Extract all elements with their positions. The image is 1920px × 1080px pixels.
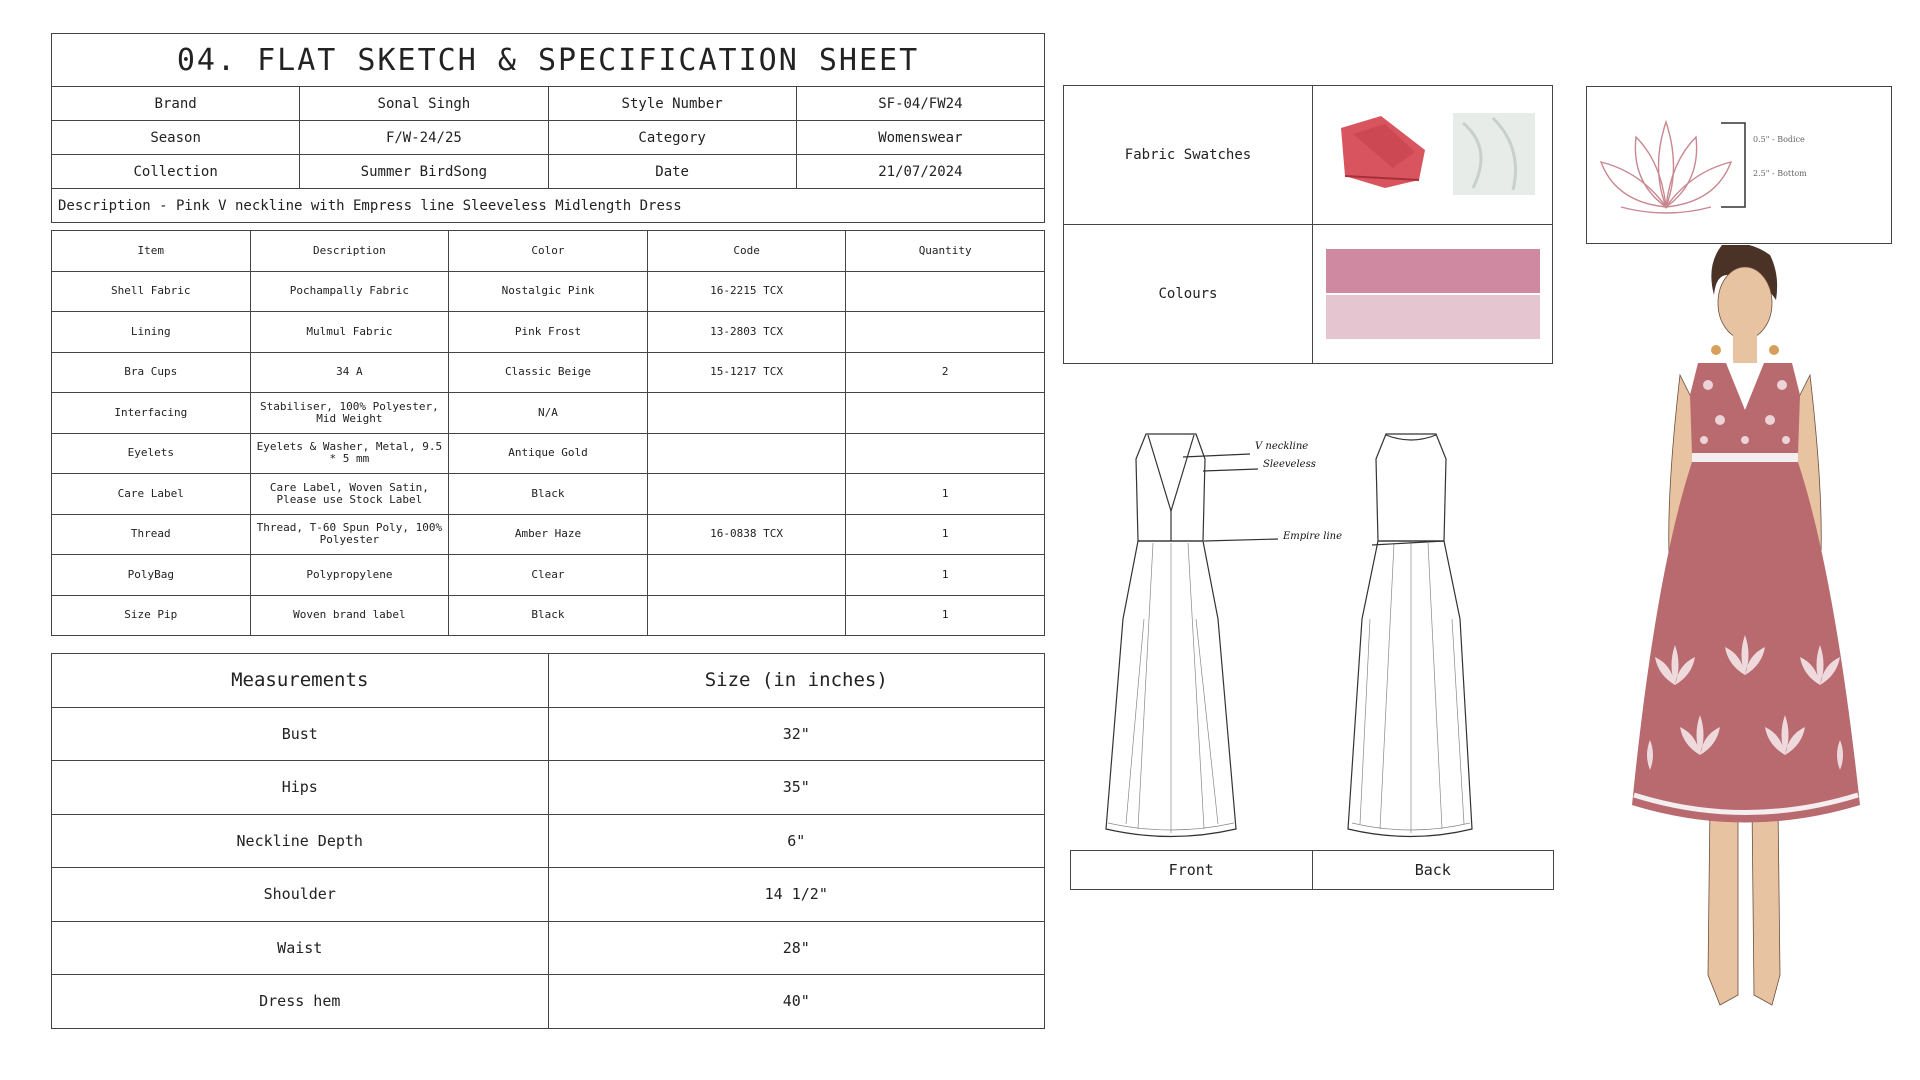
bodice-print-dot [1703, 380, 1713, 390]
table-row [52, 595, 1045, 636]
table-cell: Classic Beige [449, 352, 648, 393]
table-cell [647, 474, 846, 515]
table-row [52, 271, 1045, 312]
bodice-print-dot [1700, 436, 1708, 444]
table-cell: Antique Gold [449, 433, 648, 474]
table-cell: Lining [52, 312, 251, 353]
fashion-illustration [1630, 245, 1890, 1010]
measurements-table [51, 653, 1045, 1029]
lotus-left-petal [1635, 137, 1666, 207]
table-cell [647, 555, 846, 596]
header-info-table [51, 86, 1045, 223]
season-value: F/W-24/25 [300, 121, 548, 155]
table-cell [846, 433, 1045, 474]
measurement-value: 28" [548, 921, 1045, 975]
print-motif-box [1586, 86, 1892, 244]
table-row [52, 761, 1045, 815]
table-cell: Thread, T-60 Spun Poly, 100% Polyester [250, 514, 449, 555]
back-dress-sketch [1348, 434, 1472, 837]
sleeveless-arrow [1203, 469, 1258, 471]
pink-fabric-swatch [1341, 116, 1425, 188]
measurement-name: Shoulder [52, 868, 549, 922]
table-row [52, 814, 1045, 868]
table-cell: Clear [449, 555, 648, 596]
flat-sketch-area [1068, 419, 1555, 839]
table-row [52, 921, 1045, 975]
table-header-row [52, 654, 1045, 708]
category-label: Category [548, 121, 796, 155]
measurement-value: 14 1/2" [548, 868, 1045, 922]
column-header: Color [449, 231, 648, 272]
date-label: Date [548, 155, 796, 189]
dress-illustration [1632, 363, 1860, 823]
table-header-row [52, 231, 1045, 272]
column-header: Measurements [52, 654, 549, 708]
table-row [1064, 225, 1553, 364]
front-view-label: Front [1071, 851, 1313, 890]
table-cell: 2 [846, 352, 1045, 393]
style-number-value: SF-04/FW24 [796, 87, 1044, 121]
table-row [52, 155, 1045, 189]
colours-label: Colours [1064, 225, 1313, 364]
lotus-right-petal [1666, 137, 1697, 207]
column-header: Quantity [846, 231, 1045, 272]
measurement-value: 35" [548, 761, 1045, 815]
bodice-motif-size: 0.5" - Bodice [1753, 135, 1805, 144]
table-cell [846, 271, 1045, 312]
flat-sketch-drawing [1068, 419, 1555, 839]
front-skirt-folds [1126, 543, 1218, 833]
brand-value: Sonal Singh [300, 87, 548, 121]
brand-label: Brand [52, 87, 300, 121]
bodice-print-dot [1777, 380, 1787, 390]
table-cell: Black [449, 595, 648, 636]
column-header: Description [250, 231, 449, 272]
table-cell: Nostalgic Pink [449, 271, 648, 312]
materials-table [51, 230, 1045, 636]
bottom-motif-size: 2.5" - Bottom [1753, 169, 1807, 178]
table-cell [846, 312, 1045, 353]
season-label: Season [52, 121, 300, 155]
back-neckline [1386, 435, 1436, 440]
table-cell: 1 [846, 595, 1045, 636]
measurement-value: 32" [548, 707, 1045, 761]
v-neckline-annotation: V neckline [1255, 441, 1309, 452]
table-row [52, 707, 1045, 761]
table-cell: Mulmul Fabric [250, 312, 449, 353]
left-earring [1711, 345, 1721, 355]
fabric-colour-table [1063, 85, 1553, 364]
fabric-swatch-images [1323, 108, 1543, 198]
table-cell [647, 433, 846, 474]
measurement-name: Hips [52, 761, 549, 815]
back-bodice [1376, 434, 1446, 541]
category-value: Womenswear [796, 121, 1044, 155]
bodice-print-dot [1765, 415, 1775, 425]
table-cell: Eyelets [52, 433, 251, 474]
measurement-name: Bust [52, 707, 549, 761]
colour-chip-pink-frost [1326, 295, 1540, 339]
measurement-name: Waist [52, 921, 549, 975]
fabric-swatches-cell [1313, 86, 1553, 225]
table-cell: Care Label, Woven Satin, Please use Stock Label [250, 474, 449, 515]
style-number-label: Style Number [548, 87, 796, 121]
table-cell [846, 393, 1045, 434]
page-title: 04. FLAT SKETCH & SPECIFICATION SHEET [51, 33, 1045, 87]
front-v-neckline [1148, 435, 1194, 511]
table-cell: Amber Haze [449, 514, 648, 555]
table-row [1064, 86, 1553, 225]
table-cell: 13-2803 TCX [647, 312, 846, 353]
table-cell: Black [449, 474, 648, 515]
table-cell [647, 595, 846, 636]
measurement-value: 40" [548, 975, 1045, 1029]
lotus-center-petal [1659, 122, 1674, 207]
table-row [52, 433, 1045, 474]
neck [1733, 335, 1757, 363]
description-text: Description - Pink V neckline with Empress line Sleeveless Midlength Dress [52, 189, 1045, 223]
table-cell: 16-0838 TCX [647, 514, 846, 555]
table-cell: Stabiliser, 100% Polyester, Mid Weight [250, 393, 449, 434]
table-cell: Size Pip [52, 595, 251, 636]
table-cell: 34 A [250, 352, 449, 393]
table-cell: Eyelets & Washer, Metal, 9.5 * 5 mm [250, 433, 449, 474]
table-cell: Thread [52, 514, 251, 555]
bodice-print-dot [1782, 436, 1790, 444]
measurement-name: Dress hem [52, 975, 549, 1029]
back-skirt-folds [1360, 543, 1464, 833]
table-row [52, 352, 1045, 393]
front-dress-sketch [1106, 434, 1236, 837]
collection-value: Summer BirdSong [300, 155, 548, 189]
table-cell: Pink Frost [449, 312, 648, 353]
back-view-label: Back [1312, 851, 1554, 890]
v-neckline-arrow [1183, 454, 1250, 457]
table-cell: Pochampally Fabric [250, 271, 449, 312]
fabric-swatches-label: Fabric Swatches [1064, 86, 1313, 225]
face [1718, 267, 1772, 339]
table-cell: Polypropylene [250, 555, 449, 596]
table-row [52, 474, 1045, 515]
table-cell: 15-1217 TCX [647, 352, 846, 393]
table-cell: 1 [846, 514, 1045, 555]
table-row [52, 393, 1045, 434]
empire-waist-band [1692, 453, 1798, 462]
table-row [52, 555, 1045, 596]
table-cell: Shell Fabric [52, 271, 251, 312]
table-cell: N/A [449, 393, 648, 434]
table-row [52, 87, 1045, 121]
view-labels-table [1070, 850, 1554, 890]
table-cell: Woven brand label [250, 595, 449, 636]
table-cell: 16-2215 TCX [647, 271, 846, 312]
column-header: Item [52, 231, 251, 272]
column-header: Code [647, 231, 846, 272]
table-cell: PolyBag [52, 555, 251, 596]
table-row [52, 189, 1045, 223]
table-row [52, 868, 1045, 922]
bodice-print-dot [1741, 436, 1749, 444]
table-cell [647, 393, 846, 434]
right-leg [1752, 805, 1780, 1005]
table-cell: Care Label [52, 474, 251, 515]
table-row [52, 514, 1045, 555]
bodice-print-dot [1715, 415, 1725, 425]
table-cell: Bra Cups [52, 352, 251, 393]
column-header: Size (in inches) [548, 654, 1045, 708]
table-row [52, 975, 1045, 1029]
right-earring [1769, 345, 1779, 355]
table-row [1071, 851, 1554, 890]
sleeveless-annotation: Sleeveless [1263, 459, 1316, 470]
table-row [52, 121, 1045, 155]
colour-chip-nostalgic-pink [1326, 249, 1540, 293]
empire-line-annotation: Empire line [1283, 531, 1343, 542]
left-leg [1708, 805, 1738, 1005]
table-cell: Interfacing [52, 393, 251, 434]
empire-line-arrow [1204, 539, 1278, 541]
measurement-value: 6" [548, 814, 1045, 868]
date-value: 21/07/2024 [796, 155, 1044, 189]
white-fabric-swatch [1453, 113, 1535, 195]
table-row [52, 312, 1045, 353]
table-cell: 1 [846, 555, 1045, 596]
table-cell: 1 [846, 474, 1045, 515]
bracket-line [1721, 123, 1745, 207]
measurement-name: Neckline Depth [52, 814, 549, 868]
colours-cell [1313, 225, 1553, 364]
collection-label: Collection [52, 155, 300, 189]
